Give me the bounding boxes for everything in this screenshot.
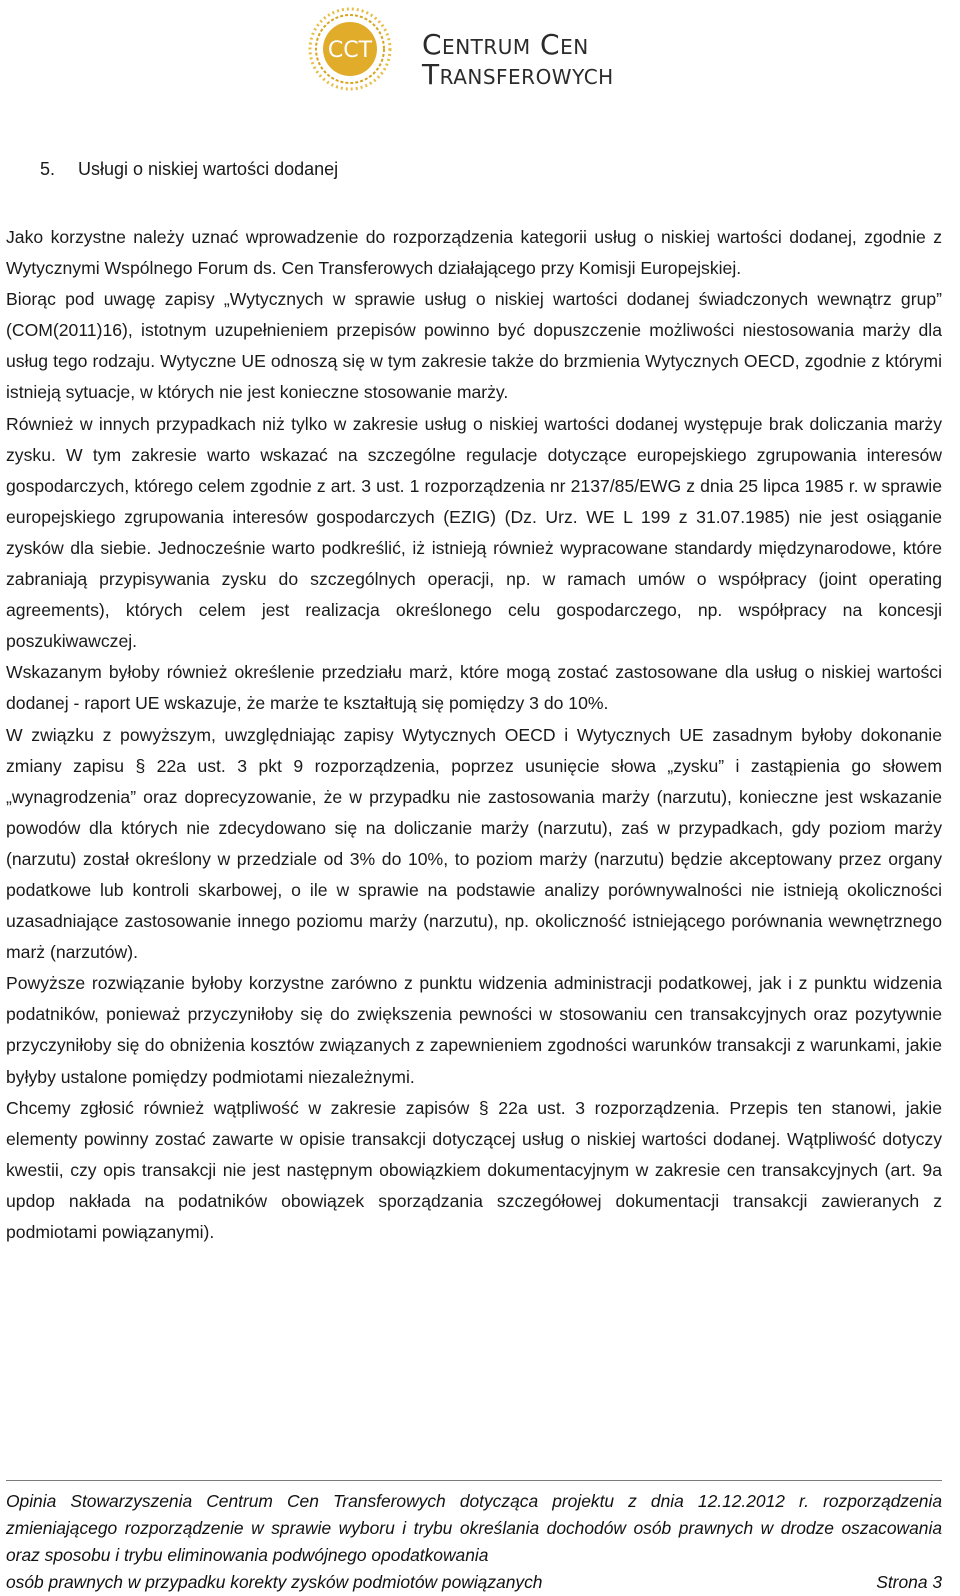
paragraph: Jako korzystne należy uznać wprowadzenie do rozporządzenia kategorii usług o niskiej wartości dodanej, zgodnie z Wytycznymi Wspólnego Forum ds. Cen Transferowych działającego przy Komisji Europejskiej. (6, 227, 942, 279)
section-title: Usługi o niskiej wartości dodanej (78, 159, 339, 179)
organization-name-line2: Transferowych (422, 58, 614, 91)
document-body (6, 222, 942, 1248)
paragraph: Biorąc pod uwagę zapisy „Wytycznych w sprawie usług o niskiej wartości dodanej świadczonych wewnątrz grup” (COM(2011)16), istotnym uzupełnieniem przepisów powinno być dopuszczenie możliwości niestosowania marży dla usług tego rodzaju. Wytyczne UE odnoszą się w tym zakresie także do brzmienia Wytycznych OECD, zgodnie z którymi istnieją sytuacje, w których nie jest konieczne stosowanie marży. (6, 289, 942, 403)
page-footer (6, 1488, 942, 1596)
header (300, 6, 660, 92)
paragraph: W związku z powyższym, uwzględniając zapisy Wytycznych OECD i Wytycznych UE zasadnym byłoby dokonanie zmiany zapisu § 22a ust. 3 pkt 9 rozporządzenia, poprzez usunięcie słowa „zysku” i zastąpienia go słowem „wynagrodzenia” oraz doprecyzowanie, że w przypadku nie zastosowania marży (narzutu), konieczne jest wskazanie powodów dla których nie zdecydowano się na doliczanie marży (narzutu), zaś w przypadkach, gdy poziom marży (narzutu) został określony w przedziale od 3% do 10%, to poziom marży (narzutu) będzie akceptowany przez organy podatkowe lub kontroli skarbowej, o ile w sprawie na podstawie analizy porównywalności nie istnieją okoliczności uzasadniające zastosowanie innego poziomu marży (narzutu), np. okoliczność istniejącego porównania wewnętrznego marż (narzutów). (6, 724, 942, 963)
footer-divider (6, 1480, 942, 1481)
section-number: 5. (40, 159, 56, 179)
section-heading (40, 157, 338, 181)
organization-name-line1: Centrum Cen (422, 28, 589, 61)
logo-text: CCT (327, 38, 373, 63)
footer-text-end: osób prawnych w przypadku korekty zysków podmiotów powiązanych (6, 1572, 543, 1592)
organization-name (422, 30, 614, 90)
paragraph: Chcemy zgłosić również wątpliwość w zakresie zapisów § 22a ust. 3 rozporządzenia. Przepis ten stanowi, jakie elementy powinny zostać zawarte w opisie transakcji dotyczącej usług o niskiej wartości dodanej. Wątpliwość dotyczy kwestii, czy opis transakcji nie jest następnym obowiązkiem dokumentacyjnym w zakresie cen transakcyjnych (art. 9a updop nakłada na podatników obowiązek sporządzania szczegółowej dokumentacji transakcji zawieranych z podmiotami powiązanymi). (6, 1097, 942, 1242)
footer-text: Opinia Stowarzyszenia Centrum Cen Transferowych dotycząca projektu z dnia 12.12.2012 r. rozporządzenia zmieniającego rozporządzenie w sprawie wyboru i trybu określania dochodów osób prawnych w drodze oszacowania oraz sposobu i trybu eliminowania podwójnego opodatkowania (6, 1491, 942, 1565)
paragraph: Powyższe rozwiązanie byłoby korzystne zarówno z punktu widzenia administracji podatkowej, jak i z punktu widzenia podatników, ponieważ przyczyniłoby się do zwiększenia pewności w stosowaniu cen transakcyjnych oraz pozytywnie przyczyniłoby się do obniżenia kosztów związanych z zapewnieniem zgodności warunków transakcji z warunkami, jakie byłyby ustalone pomiędzy podmiotami niezależnymi. (6, 973, 942, 1087)
cct-seal-logo (300, 6, 400, 92)
page-number: Strona 3 (876, 1572, 942, 1592)
paragraph: Wskazanym byłoby również określenie przedziału marż, które mogą zostać zastosowane dla usług o niskiej wartości dodanej - raport UE wskazuje, że marże te kształtują się pomiędzy 3 do 10%. (6, 662, 942, 714)
paragraph: Również w innych przypadkach niż tylko w zakresie usług o niskiej wartości dodanej występuje brak doliczania marży zysku. W tym zakresie warto wskazać na szczególne regulacje dotyczące europejskiego zgrupowania interesów gospodarczych, którego celem zgodnie z art. 3 ust. 1 rozporządzenia nr 2137/85/EWG z dnia 25 lipca 1985 r. w sprawie europejskiego zgrupowania interesów gospodarczych (EZIG) (Dz. Urz. WE L 199 z 31.07.1985) nie jest osiąganie zysków dla siebie. Jednocześnie warto podkreślić, iż istnieją również wypracowane standardy międzynarodowe, które zabraniają przypisywania zysku do szczególnych operacji, np. w ramach umów o współpracy (joint operating agreements), których celem jest realizacja określonego celu gospodarczego, np. współpracy na koncesji poszukiwawczej. (6, 413, 942, 652)
